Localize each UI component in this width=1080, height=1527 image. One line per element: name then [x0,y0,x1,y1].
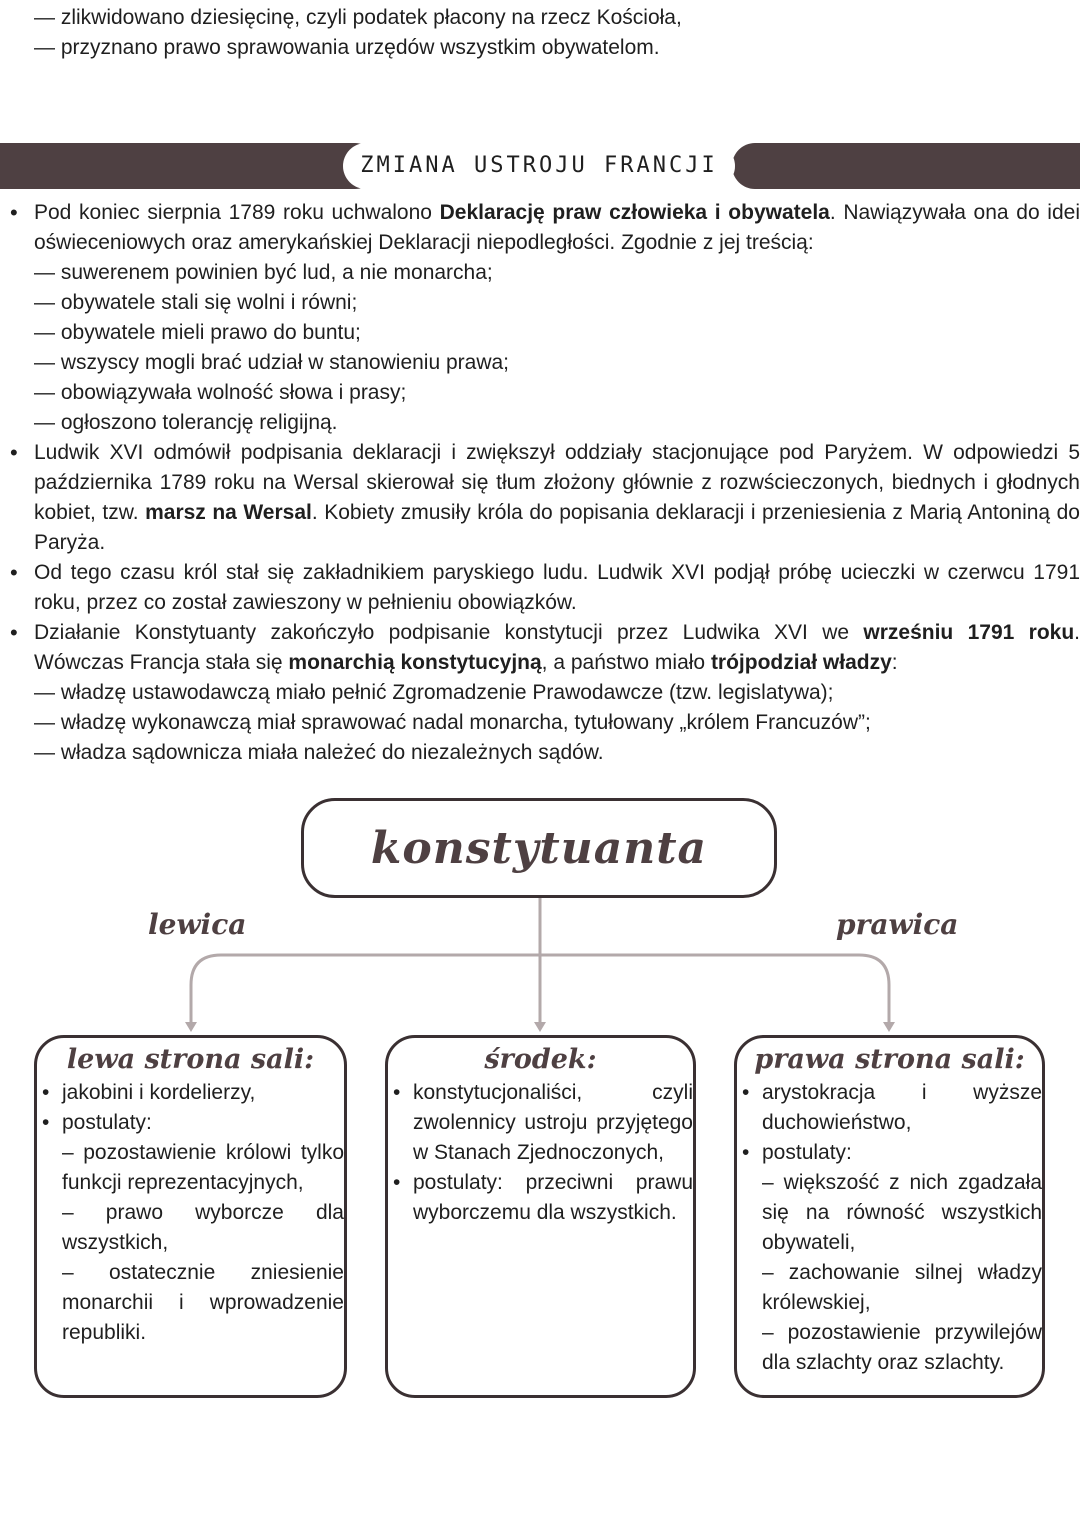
bullet-declaration [0,198,1080,258]
arrowhead-right [883,1022,895,1032]
list-item: — władza sądownicza miała należeć do niezależnych sądów. [34,741,604,764]
section-bar-left [0,143,378,189]
intro-line: — zlikwidowano dziesięcinę, czyli podatek płacony na rzecz Kościoła, [34,6,682,29]
intro-line: — przyznano prawo sprawowania urzędów wszystkim obywatelom. [34,36,660,59]
left-label: lewica [148,908,247,941]
main-content [0,198,1080,768]
list-item: — suwerenem powinien być lud, a nie monarcha; [34,261,493,284]
list-item: – pozostawienie królowi tylko funkcji reprezentacyjnych, [62,1141,344,1194]
list-item: • postulaty: [40,1108,344,1138]
root-box [301,798,777,898]
section-title: ZMIANA USTROJU FRANCJI [343,143,735,189]
bold-text: Deklarację praw człowieka i obywatela [439,201,830,224]
bullet-constitution [0,618,1080,678]
card-title: lewa strona sali: [66,1044,315,1075]
list-item: – pozostawienie przywilejów dla szlachty oraz szlachty. [762,1321,1042,1374]
card-title: środek: [484,1044,597,1075]
bullet-escape: • Od tego czasu król stał się zakładnikiem paryskiego ludu. Ludwik XVI podjął próbę ucieczki w czerwcu 1791 roku, przez co został zawieszony w pełnieniu obowiązków. [0,558,1080,618]
list-item: — ogłoszono tolerancję religijną. [34,411,338,434]
text: . Wówczas Francja stała się [34,621,1080,674]
list-item: — wszyscy mogli brać udział w stanowieniu prawa; [34,351,510,374]
text: , a państwo miało [541,651,711,674]
text: Działanie Konstytuanty zakończyło podpisanie konstytucji przez Ludwika XVI we [34,621,864,644]
card-title: prawa strona sali: [754,1044,1025,1075]
text: : [891,651,898,674]
list-item: – większość z nich zgadzała się na równość wszystkich obywateli, [762,1171,1042,1254]
list-item: • arystokracja i wyższe duchowieństwo, [740,1078,1042,1138]
arrowhead-center [534,1022,546,1032]
card-body [737,1078,1042,1378]
text: Ludwik XVI odmówił podpisania deklaracji i zwiększył oddziały stacjonujące pod Paryżem. W odpowiedzi 5 października 1789 roku na Wersal skierował się tłum złożony głównie z rozwścieczonych, biednych i głodnych kobiet, tzw. [34,441,1080,524]
list-item: • postulaty: [740,1138,1042,1168]
text: . Nawiązywała ona do idei oświeceniowych oraz amerykańskiej Deklaracji niepodległości. Zgodnie z jej treścią: [34,201,1080,254]
section-bar-right [732,143,1080,189]
card-right [734,1035,1045,1398]
bold-text: trójpodział władzy [710,651,892,674]
list-item: • postulaty: przeciwni prawu wyborczemu dla wszystkich. [391,1168,693,1228]
list-item: – ostatecznie zniesienie monarchii i wprowadzenie republiki. [62,1261,344,1344]
card-left [34,1035,347,1398]
bullet-march [0,438,1080,558]
card-body [388,1078,693,1228]
connector-branch [191,955,889,1024]
right-label: prawica [836,908,959,941]
list-item: — obowiązywała wolność słowa i prasy; [34,381,407,404]
card-middle [385,1035,696,1398]
card-body [37,1078,344,1348]
root-title: konstytuanta [370,822,708,874]
bold-text: marsz na Wersal [145,501,312,524]
bold-text: wrześniu 1791 roku [863,621,1075,644]
list-item: – prawo wyborcze dla wszystkich, [62,1201,344,1254]
list-item: • jakobini i kordelierzy, [40,1078,344,1108]
text: . Kobiety zmusiły króla do popisania deklaracji i przeniesienia z Marią Antoniną do Paryża. [34,501,1080,554]
list-item: • konstytucjonaliści, czyli zwolennicy ustroju przyjętego w Stanach Zjednoczonych, [391,1078,693,1168]
list-item: — obywatele mieli prawo do buntu; [34,321,361,344]
list-item: – zachowanie silnej władzy królewskiej, [762,1261,1042,1314]
list-item: — władzę wykonawczą miał sprawować nadal monarcha, tytułowany „królem Francuzów”; [34,711,871,734]
intro-list [34,3,682,63]
list-item: — obywatele stali się wolni i równi; [34,291,358,314]
bold-text: monarchią konstytucyjną [288,651,542,674]
arrowhead-left [185,1022,197,1032]
text: Pod koniec sierpnia 1789 roku uchwalono [34,201,440,224]
list-item: — władzę ustawodawczą miało pełnić Zgromadzenie Prawodawcze (tzw. legislatywa); [34,681,834,704]
